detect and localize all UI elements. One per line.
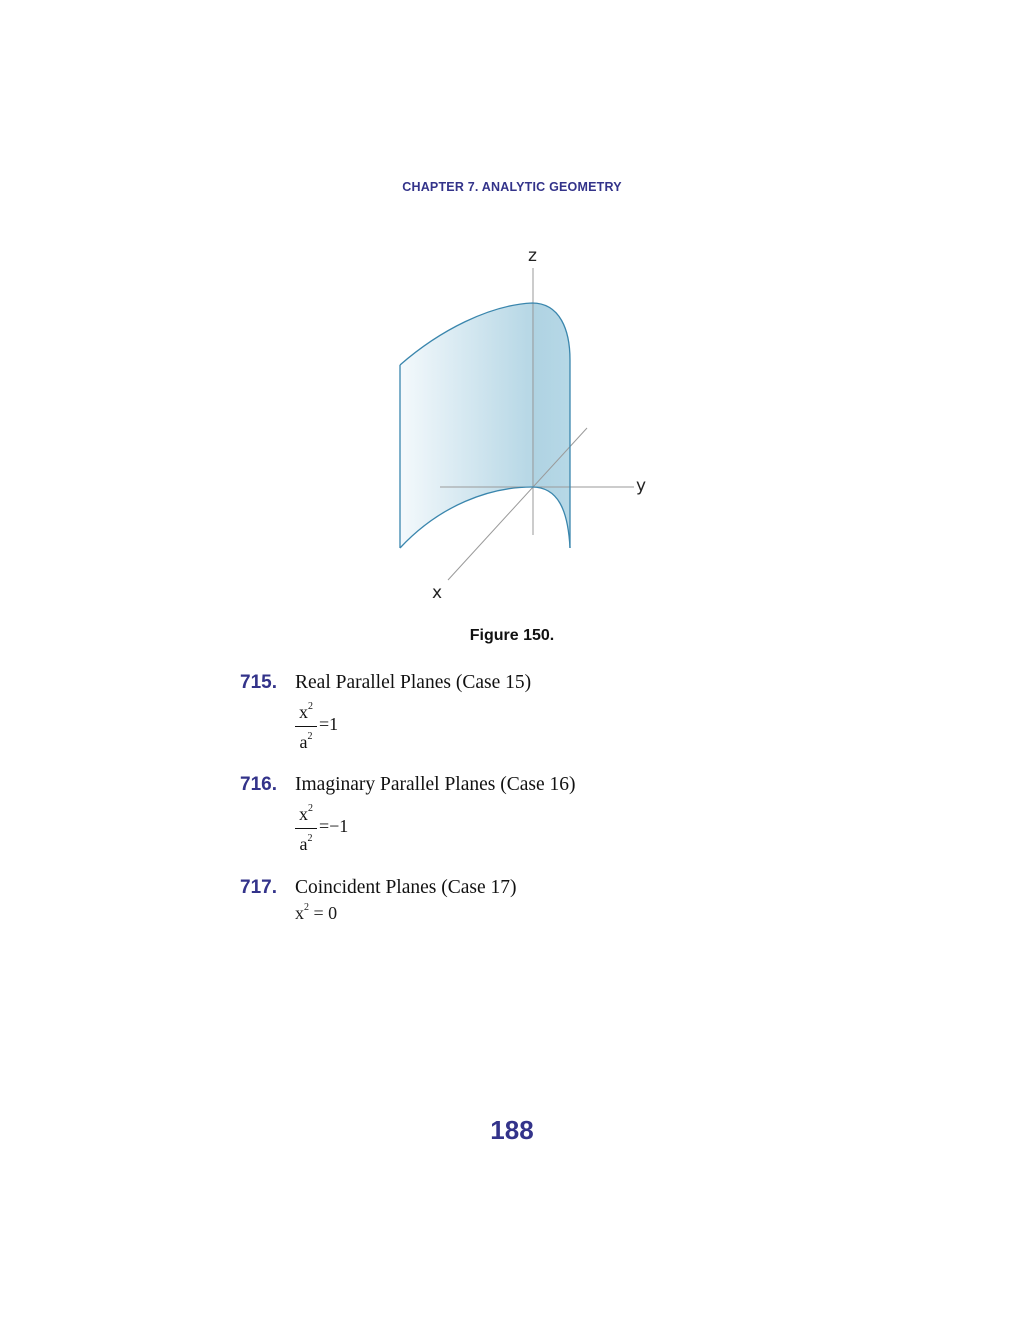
formula-number: 717. [240, 877, 277, 898]
figure-caption: Figure 150. [469, 627, 555, 644]
formula-title: Coincident Planes (Case 17) [295, 877, 517, 898]
equation: $x^2 = 0$ [295, 902, 338, 923]
equation-rhs: =1 [319, 714, 339, 734]
page-number: 188 [490, 1115, 534, 1145]
x-axis-label: x [432, 583, 443, 603]
denominator: $a^2$ [299, 833, 313, 854]
numerator: $x^2$ [299, 701, 313, 722]
running-head: CHAPTER 7. ANALYTIC GEOMETRY [402, 180, 622, 194]
fraction-bar [295, 828, 317, 829]
formula-number: 716. [240, 774, 277, 795]
denominator: $a^2$ [299, 731, 313, 752]
figure-150 [380, 236, 670, 606]
z-axis-label: z [528, 246, 537, 266]
parabolic-cylinder-diagram [380, 236, 670, 606]
y-axis-label: y [636, 476, 647, 496]
fraction-bar [295, 726, 317, 727]
formula-title: Real Parallel Planes (Case 15) [295, 672, 532, 693]
formula-number: 715. [240, 672, 277, 693]
formula-title: Imaginary Parallel Planes (Case 16) [295, 774, 576, 795]
equation-rhs: =−1 [319, 816, 349, 836]
numerator: $x^2$ [299, 803, 313, 824]
